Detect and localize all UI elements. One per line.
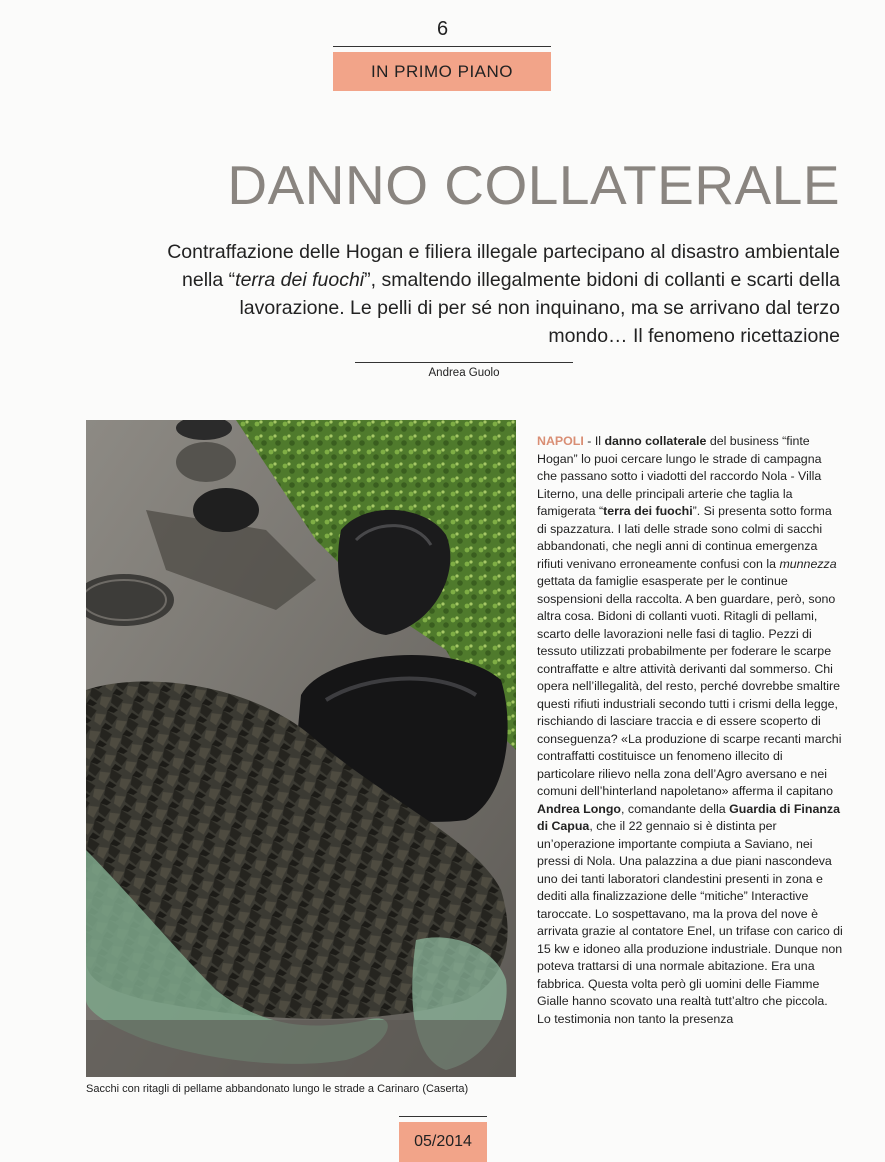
body-text: ”. Si presenta sotto forma di spazzatura. I lati delle strade sono colmi di sacchi abbandonati, che negli anni di continua emergenza rifiuti venivano erroneamente confusi con la	[537, 504, 832, 571]
body-bold: terra dei fuochi	[603, 504, 693, 518]
issue-label: 05/2014	[399, 1122, 487, 1162]
article-paragraph	[537, 433, 843, 1028]
body-italic: munnezza	[779, 556, 837, 571]
article-subtitle	[160, 238, 840, 350]
subtitle-text: ”, smaltendo illegalmente bidoni di collanti e scarti della lavorazione. Le pelli di per sé non inquinano, ma se arrivano dal terzo mondo… Il fenomeno ricettazione	[239, 269, 840, 347]
body-bold: danno collaterale	[604, 434, 707, 448]
body-text: , comandante della	[620, 801, 730, 816]
footer-rule	[399, 1116, 487, 1117]
page-number: 6	[436, 18, 449, 40]
photo-caption: Sacchi con ritagli di pellame abbandonato lungo le strade a Carinaro (Caserta)	[86, 1083, 469, 1095]
subtitle-italic: terra dei fuochi	[235, 269, 365, 291]
body-text: del business “finte Hogan” lo puoi cercare lungo le strade di campagna che passano sotto i viadotti del raccordo Nola - Villa Literno, una delle principali arterie che taglia la famigerata “	[537, 434, 822, 518]
article-photo	[86, 420, 516, 1077]
body-text: - Il	[583, 434, 605, 448]
body-text: , che il 22 gennaio si è distinta per un’operazione importante compiuta a Saviano, nei pressi di Nola. Una palazzina a due piani nascondeva uno dei tanti laboratori clandestini presenti in zona e dediti alla finalizzazione delle “mitiche” Interactive taroccate. Lo sospettavano, ma la prova del nove è arrivata grazie al contatore Enel, un trifase con carico di 15 kw e idoneo alla produzione industriale. Dunque non poteva trattarsi di una normale abitazione. Era una fabbrica. Questa volta però gli uomini delle Fiamme Gialle hanno scovato una realtà tutt’altro che piccola. Lo testimonia non tanto la presenza	[537, 819, 843, 1026]
article-body	[537, 433, 843, 1028]
body-bold: Guardia di Finanza di Capua	[537, 801, 840, 833]
subtitle-text: Contraffazione delle Hogan e filiera illegale partecipano al disastro ambientale nella “	[167, 241, 840, 291]
author-rule	[355, 362, 573, 363]
roadside-waste-image	[86, 420, 516, 1077]
author-byline: Andrea Guolo	[428, 367, 500, 379]
dateline: NAPOLI	[537, 434, 584, 448]
header-rule	[333, 46, 551, 47]
body-text: gettata da famiglie esasperate per le continue sospensioni della raccolta. A ben guardare, però, sono altra cosa. Bidoni di collanti vuoti. Ritagli di pellami, scarto delle lavorazioni nelle fasi di taglio. Pezzi di tessuto utilizzati probabilmente per foderare le scarpe contraffatte e altre attività derivanti dal sommerso. Chi opera nell’illegalità, del resto, perché dovrebbe smaltire questi rifiuti industriali secondo tutti i crismi della legge, rischiando di lasciare traccia e di essere scoperto di conseguenza? «La produzione di scarpe recanti marchi contraffatti costituisce un fenomeno illecito di particolare rilievo nella zona dell’Agro aversano e nei comuni dell’hinterland napoletano» afferma il capitano	[537, 574, 842, 798]
body-bold: Andrea Longo	[537, 801, 621, 816]
section-label: IN PRIMO PIANO	[333, 52, 551, 91]
article-title: DANNO COLLATERALE	[227, 154, 840, 216]
